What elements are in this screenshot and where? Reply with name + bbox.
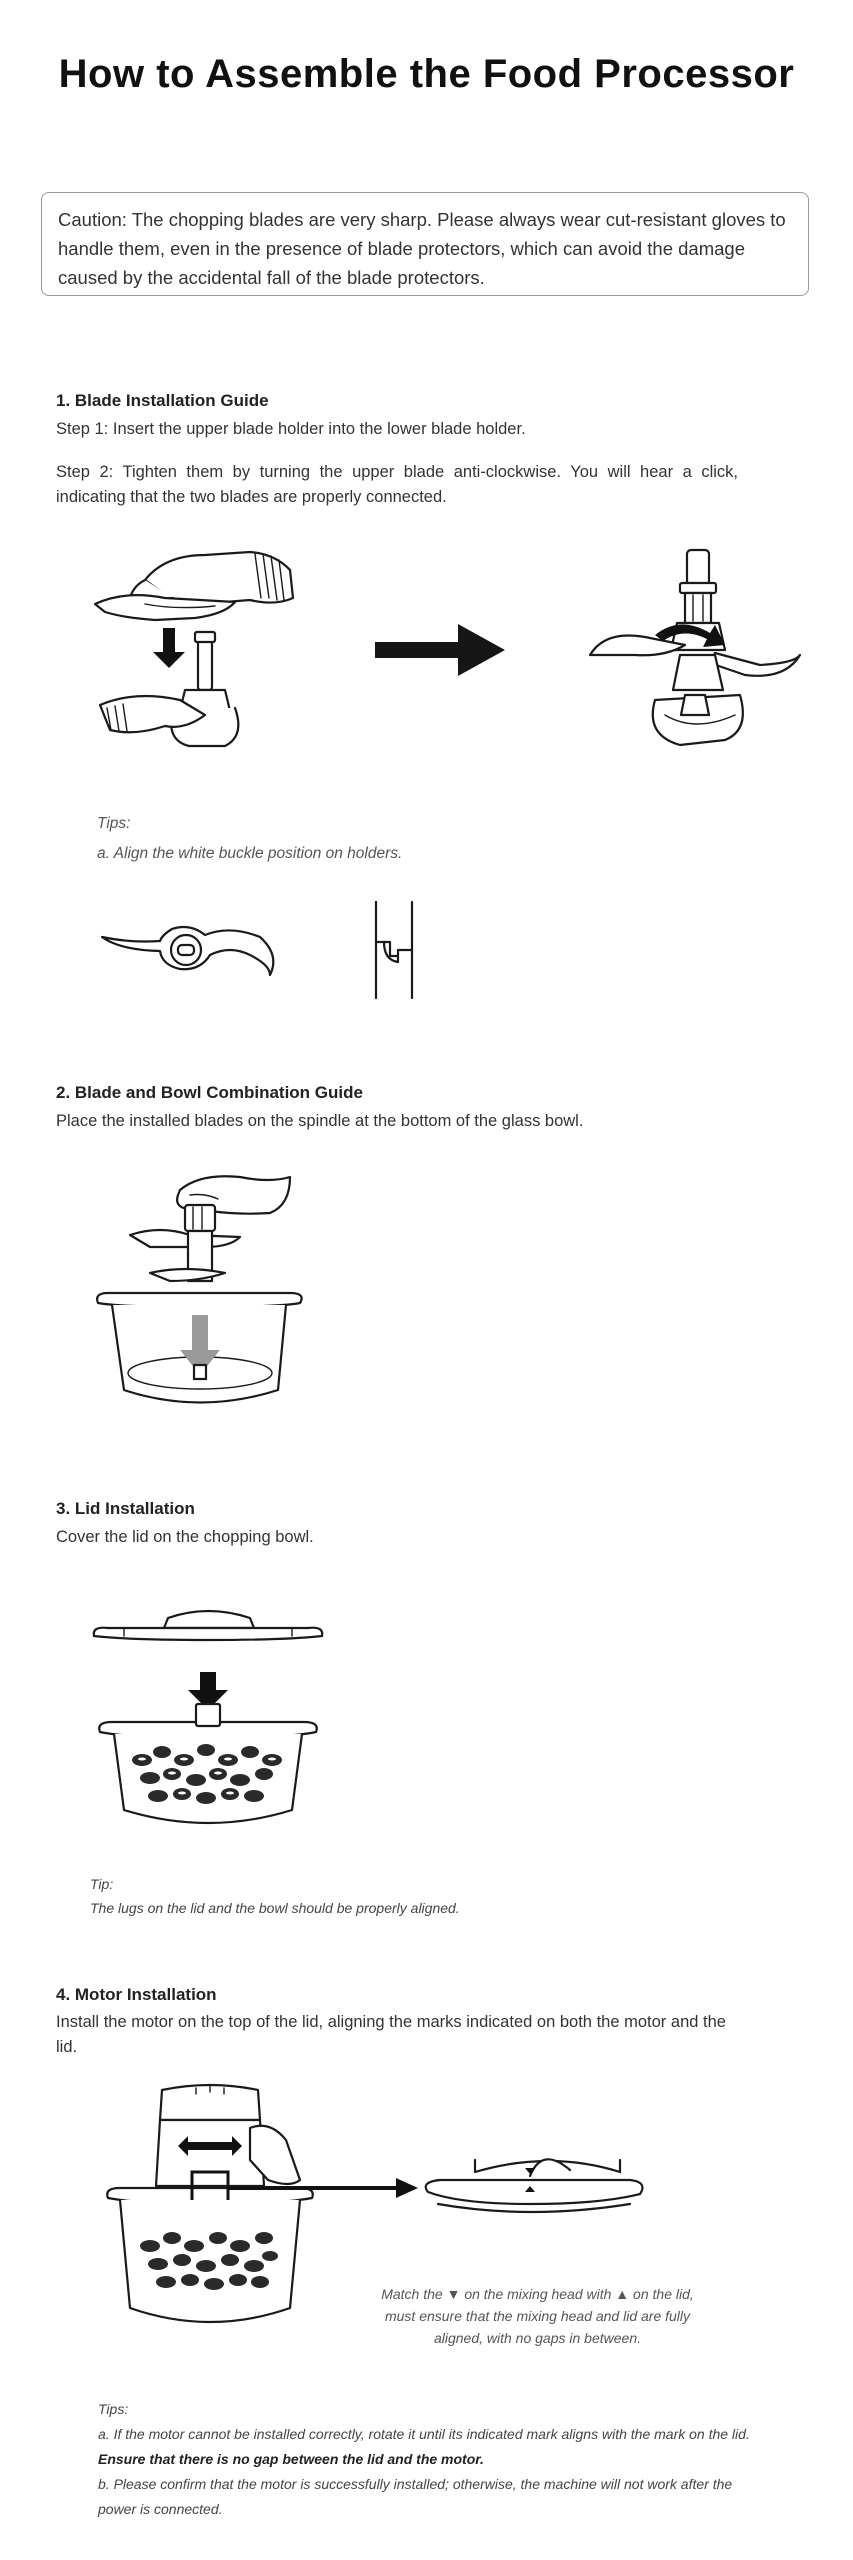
- section-1-tips-label: Tips:: [97, 815, 131, 832]
- section-4-match-note: Match the ▼ on the mixing head with ▲ on the lid, must ensure that the mixing head and lid are fully aligned, with no gaps in between.: [381, 2286, 694, 2346]
- section-4-title: 4. Motor Installation: [56, 1985, 217, 2004]
- section-1-step-1: Step 1: Insert the upper blade holder into the lower blade holder.: [56, 420, 526, 438]
- section-4-tip-a-text: a. If the motor cannot be installed correctly, rotate it until its indicated mark aligns with the mark on the lid.: [98, 2426, 750, 2442]
- section-4-tip-a-bold: Ensure that there is no gap between the lid and the motor.: [98, 2451, 484, 2467]
- section-4-text: Install the motor on the top of the lid, aligning the marks indicated on both the motor and the lid.: [56, 2013, 726, 2056]
- page-title: How to Assemble the Food Processor: [58, 52, 795, 96]
- caution-box: Caution: The chopping blades are very sharp. Please always wear cut-resistant gloves to handle them, even in the presence of blade protectors, which can avoid the damage caused by the accidental fall of the blade protectors.: [41, 192, 809, 296]
- section-3-title: 3. Lid Installation: [56, 1499, 195, 1518]
- blade-twist-illustration: [585, 545, 805, 765]
- bowl-blade-illustration: [90, 1165, 310, 1435]
- lid-installation-illustration: [88, 1600, 328, 1840]
- section-1-step-2: Step 2: Tighten them by turning the upper blade anti-clockwise. You will hear a click, indicating that the two blades are properly connected.: [56, 463, 738, 506]
- section-1-tip-a: a. Align the white buckle position on holders.: [97, 845, 403, 862]
- section-1-title: 1. Blade Installation Guide: [56, 391, 269, 410]
- step-arrow-icon: [370, 620, 510, 680]
- section-4-tip-a: [98, 2422, 770, 2472]
- section-2-text: Place the installed blades on the spindle at the bottom of the glass bowl.: [56, 1112, 584, 1130]
- section-3-text: Cover the lid on the chopping bowl.: [56, 1528, 314, 1546]
- section-3-tip-label: Tip:: [90, 1876, 114, 1892]
- section-4-tip-b: b. Please confirm that the motor is successfully installed; otherwise, the machine will not work after the power is connected.: [98, 2476, 733, 2517]
- section-4-tips-label: Tips:: [98, 2401, 129, 2417]
- buckle-holder-illustration: [368, 900, 428, 1000]
- blade-insert-illustration: [85, 540, 315, 760]
- section-2-title: 2. Blade and Bowl Combination Guide: [56, 1083, 363, 1102]
- buckle-blade-illustration: [100, 915, 280, 985]
- section-3-tip-text: The lugs on the lid and the bowl should be properly aligned.: [90, 1900, 460, 1916]
